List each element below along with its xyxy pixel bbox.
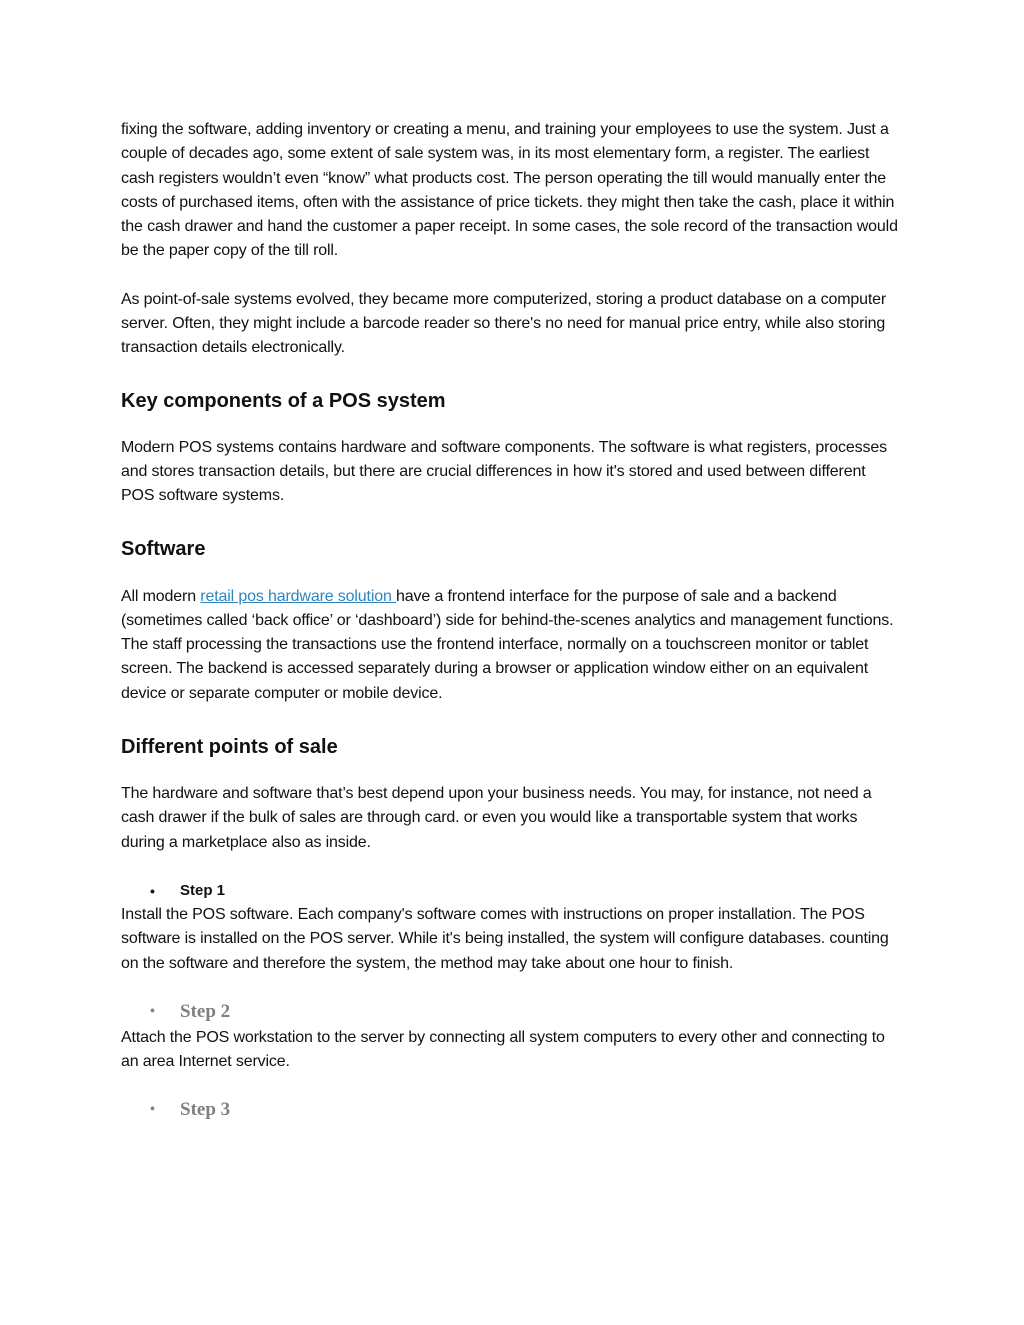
step-2-paragraph: Attach the POS workstation to the server by connecting all system computers to every other and connecting to an area Internet service. bbox=[121, 1028, 885, 1071]
evolved-paragraph: As point-of-sale systems evolved, they became more computerized, storing a product database on a computer server. Often, they might include a barcode reader so there's no need for manual price entry, while also storing transaction details electronically. bbox=[121, 290, 887, 357]
heading-key-components: Key components of a POS system bbox=[121, 389, 446, 412]
step-2-label: Step 2 bbox=[180, 1000, 231, 1022]
intro-paragraph: fixing the software, adding inventory or creating a menu, and training your employees to use the system. Just a couple of decades ago, some extent of sale system was, in its most elementary form, a register. The earliest cash registers wouldn’t even “know” what products cost. The person operating the till would manually enter the costs of purchased items, often with the assistance of price tickets. they might then take the cash, place it within the cash drawer and hand the customer a paper receipt. In some cases, the sole record of the transaction would be the paper copy of the till roll. bbox=[121, 121, 898, 260]
document-body bbox=[121, 118, 901, 1124]
bullet-icon: • bbox=[150, 1102, 155, 1118]
heading-different-points: Different points of sale bbox=[121, 736, 338, 759]
retail-pos-hardware-link[interactable]: retail pos hardware solution bbox=[200, 587, 397, 605]
step-3-label: Step 3 bbox=[180, 1099, 231, 1121]
step-1-label: Step 1 bbox=[180, 881, 226, 899]
step-1-list bbox=[121, 879, 901, 903]
software-paragraph bbox=[121, 585, 901, 706]
step-2-list bbox=[121, 998, 901, 1026]
software-text-before-link: All modern bbox=[121, 587, 201, 605]
heading-software: Software bbox=[121, 537, 206, 560]
bullet-icon: • bbox=[150, 882, 155, 899]
software-text-after-link: have a frontend interface for the purpose of sale and a backend (sometimes called ‘back office’ or ‘dashboard’) side for behind-the-scenes analytics and management functions. The staff processing the transactions use the frontend interface, normally on a touchscreen monitor or tablet screen. The backend is accessed separately during a browser or application window either on an equivalent device or separate computer or mobile device. bbox=[121, 587, 894, 702]
bullet-icon: • bbox=[150, 1003, 155, 1019]
step-3-item bbox=[121, 1096, 901, 1124]
step-2-item bbox=[121, 998, 901, 1026]
hardware-paragraph: The hardware and software that’s best depend upon your business needs. You may, for instance, not need a cash drawer if the bulk of sales are through card. or even you would like a transportable system that works during a marketplace also as inside. bbox=[121, 785, 872, 851]
step-3-list bbox=[121, 1096, 901, 1124]
step-1-item bbox=[121, 879, 901, 903]
step-1-paragraph: Install the POS software. Each company's software comes with instructions on proper installation. The POS software is installed on the POS server. While it's being installed, the system will configure databases. counting on the software and therefore the system, the method may take about one hour to finish. bbox=[121, 905, 889, 972]
modern-paragraph: Modern POS systems contains hardware and software components. The software is what registers, processes and stores transaction details, but there are crucial differences in how it's stored and used between different POS software systems. bbox=[121, 438, 887, 505]
